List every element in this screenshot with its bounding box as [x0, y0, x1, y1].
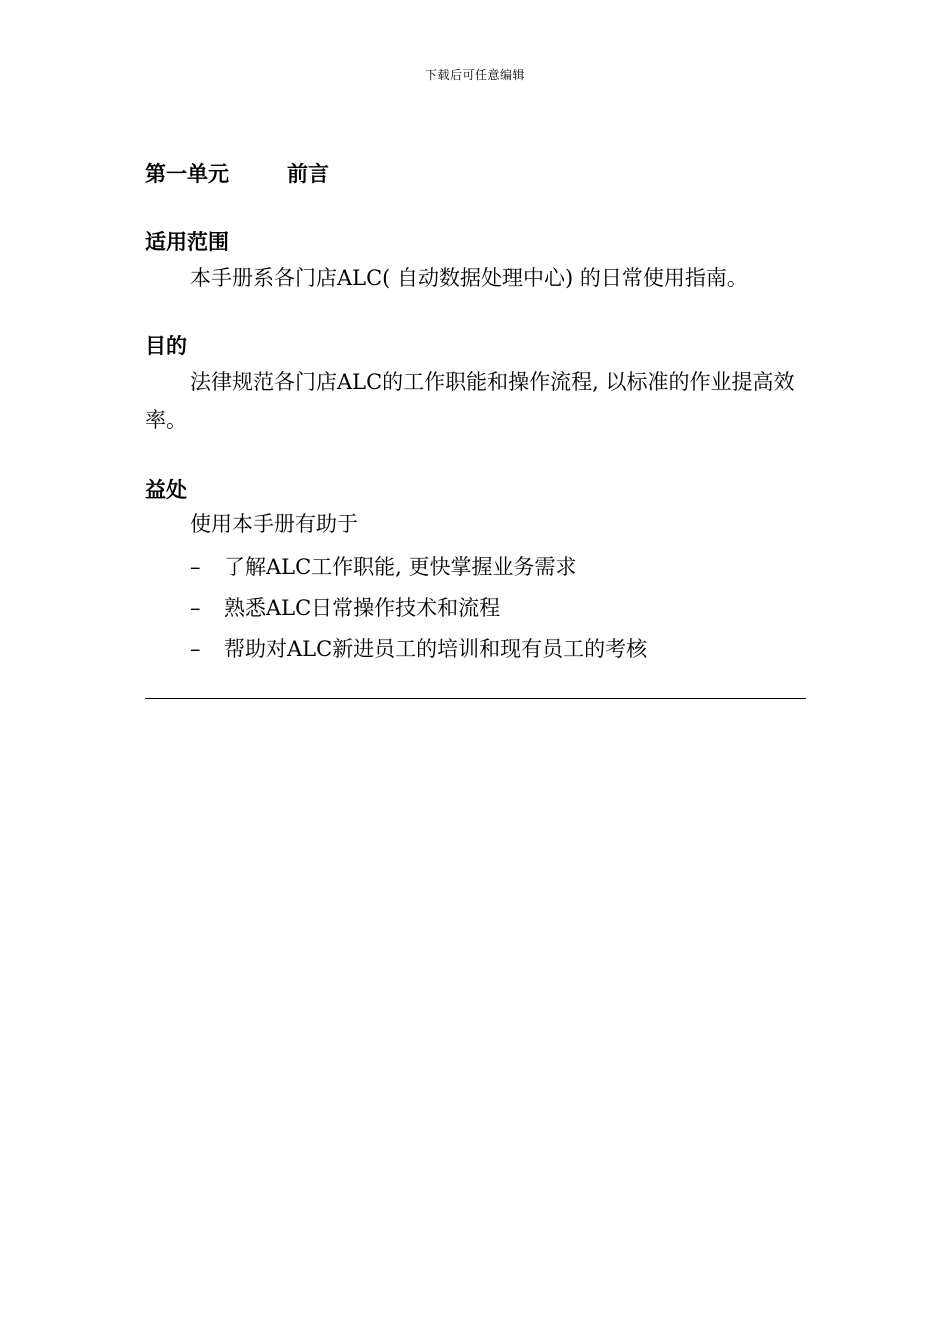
- section-divider: [145, 698, 806, 699]
- list-item: [190, 633, 647, 663]
- list-item: [190, 592, 500, 622]
- page-header: 下载后可任意编辑: [424, 68, 525, 82]
- purpose-body: 法律规范各门店ALC的工作职能和操作流程, 以标准的作业提高效率。: [145, 370, 795, 432]
- benefits-heading: 益处: [145, 478, 187, 502]
- list-item-text: 了解ALC工作职能, 更快掌握业务需求: [224, 555, 577, 579]
- unit-heading: [145, 158, 329, 188]
- unit-label: 第一单元: [145, 162, 229, 186]
- unit-title: 前言: [287, 162, 329, 186]
- list-bullet: –: [190, 555, 201, 579]
- benefits-intro: 使用本手册有助于: [190, 512, 358, 536]
- list-bullet: –: [190, 596, 201, 620]
- list-item-text: 帮助对ALC新进员工的培训和现有员工的考核: [224, 637, 648, 661]
- scope-heading: 适用范围: [145, 230, 229, 254]
- scope-body: 本手册系各门店ALC( 自动数据处理中心) 的日常使用指南。: [190, 266, 748, 290]
- list-item: [190, 551, 577, 581]
- list-bullet: –: [190, 637, 201, 661]
- purpose-heading: 目的: [145, 334, 187, 358]
- list-item-text: 熟悉ALC日常操作技术和流程: [224, 596, 501, 620]
